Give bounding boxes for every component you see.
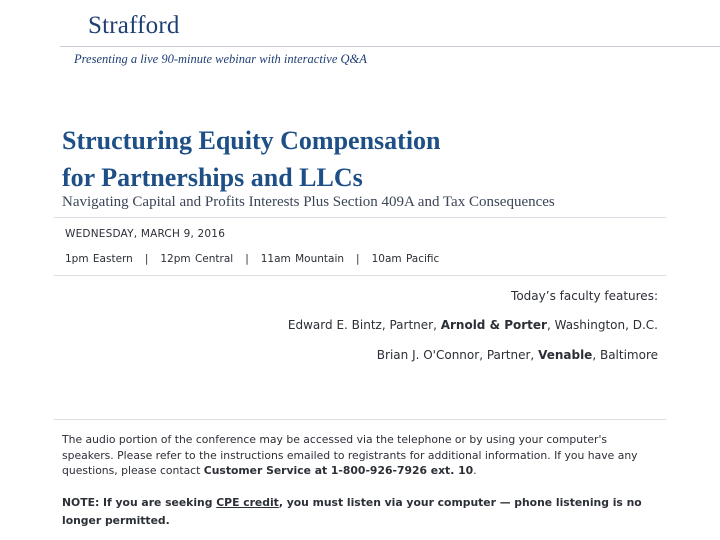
- faculty-name-title: Brian J. O'Connor, Partner,: [376, 348, 539, 362]
- time-eastern: 1pm Eastern: [65, 253, 133, 265]
- audio-text: The audio portion of the conference may be accessed via the telephone or by using your computer's speakers. Please refer to the instructions emailed to registrants for additional information. If you have any questions, please contact: [62, 433, 638, 477]
- cpe-note-prefix: NOTE: If you are seeking: [62, 496, 217, 509]
- faculty-member: [288, 318, 658, 332]
- time-separator: |: [245, 253, 249, 265]
- section-divider: [54, 275, 666, 276]
- time-pacific: 10am Pacific: [371, 253, 440, 265]
- cpe-note: [62, 494, 662, 530]
- cpe-note-suffix: , you must listen via your computer — phone listening is no longer permitted.: [62, 496, 642, 527]
- section-divider: [54, 419, 666, 420]
- faculty-location: , Washington, D.C.: [546, 318, 658, 332]
- title-line-1: Structuring Equity Compensation: [62, 126, 441, 155]
- webinar-date: WEDNESDAY, MARCH 9, 2016: [65, 228, 226, 240]
- time-separator: |: [356, 253, 360, 265]
- time-central: 12pm Central: [160, 253, 234, 265]
- faculty-name-title: Edward E. Bintz, Partner,: [287, 318, 441, 332]
- header-divider: [60, 46, 720, 47]
- webinar-times: [65, 253, 439, 265]
- webinar-title: [62, 122, 441, 196]
- faculty-firm: Venable: [538, 348, 593, 362]
- faculty-firm: Arnold & Porter: [440, 318, 547, 332]
- faculty-heading: Today’s faculty features:: [511, 289, 658, 303]
- time-mountain: 11am Mountain: [260, 253, 345, 265]
- time-separator: |: [144, 253, 149, 265]
- section-divider: [54, 217, 666, 218]
- faculty-member: [377, 348, 658, 362]
- customer-service-contact: Customer Service at 1-800-926-7926 ext. 10: [203, 464, 474, 477]
- webinar-subtitle: Navigating Capital and Profits Interests Plus Section 409A and Tax Consequences: [62, 194, 555, 210]
- audio-instructions: [62, 432, 662, 479]
- tagline: Presenting a live 90-minute webinar with interactive Q&A: [74, 52, 367, 66]
- audio-text-end: .: [473, 464, 477, 477]
- faculty-location: , Baltimore: [592, 348, 658, 362]
- title-line-2: for Partnerships and LLCs: [62, 163, 363, 192]
- cpe-credit-link[interactable]: CPE credit: [216, 496, 279, 509]
- strafford-logo: Strafford: [88, 12, 180, 39]
